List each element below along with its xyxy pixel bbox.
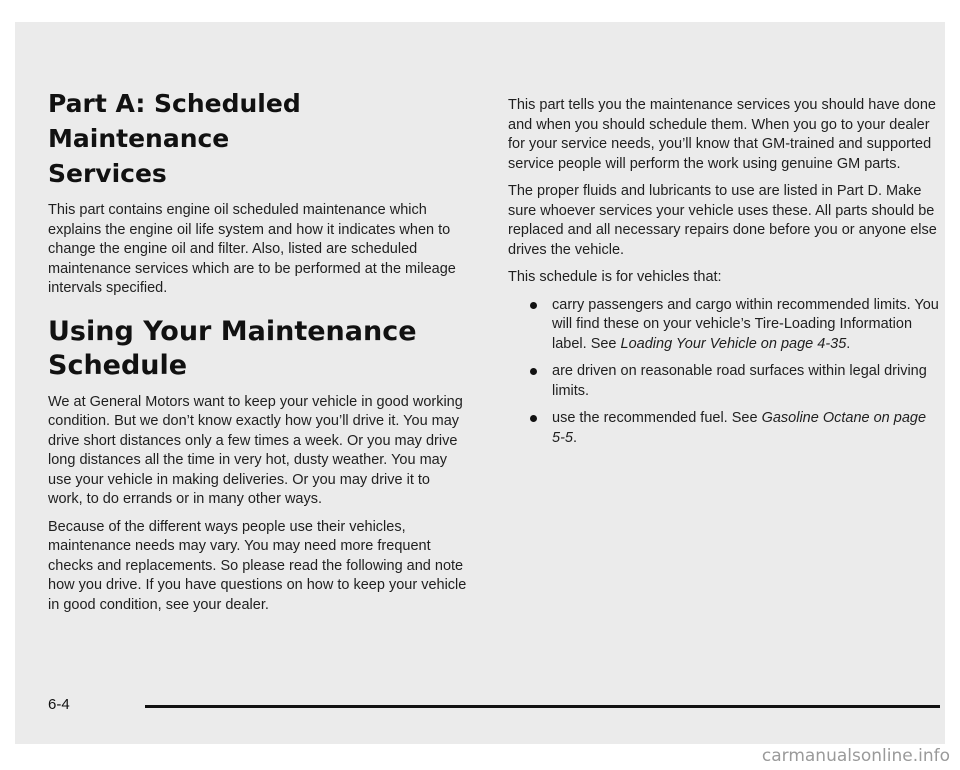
heading-line-1: Part A: Scheduled Maintenance bbox=[48, 89, 301, 153]
list-item bbox=[530, 296, 940, 355]
vehicle-conditions-list bbox=[508, 296, 940, 449]
bullet-icon bbox=[530, 415, 537, 422]
list-item bbox=[530, 409, 940, 448]
list-item-text: carry passengers and cargo within recommended limits. You will find these on your vehicle’s Tire-Loading Information label. See bbox=[552, 296, 939, 352]
bullet-icon bbox=[530, 302, 537, 309]
right-column bbox=[508, 96, 940, 456]
list-item-text: are driven on reasonable road surfaces within legal driving limits. bbox=[552, 363, 927, 399]
list-intro: This schedule is for vehicles that: bbox=[508, 269, 722, 285]
heading-line-2: Services bbox=[48, 159, 167, 188]
paragraph-maintenance-needs: Because of the different ways people use their vehicles, maintenance needs may vary. You may need more frequent checks and replacements. So please read the following and note how you drive. If you have questions on how to keep your vehicle in good condition, see your dealer. bbox=[48, 518, 467, 613]
list-item-tail: . bbox=[572, 429, 577, 446]
list-item bbox=[530, 362, 940, 401]
paragraph-fluids: The proper fluids and lubricants to use are listed in Part D. Make sure whoever services your vehicle uses these. All parts should be replaced and all necessary repairs done before you or anyone else drives the vehicle. bbox=[508, 183, 937, 258]
bullet-icon bbox=[530, 368, 537, 375]
paragraph-driving-conditions: We at General Motors want to keep your vehicle in good working condition. But we don’t know exactly how you’ll drive it. You may drive short distances only a few times a week. Or you may drive long distances all the time in very hot, dusty weather. You may use your vehicle in making deliveries. Or you may drive it to work, to do errands or in many other ways. bbox=[48, 393, 463, 507]
section-heading-using-schedule: Using Your Maintenance Schedule bbox=[48, 315, 417, 381]
paragraph-services: This part tells you the maintenance services you should have done and when you should schedule them. When you go to your dealer for your service needs, you’ll know that GM-trained and supported service people will perform the work using genuine GM parts. bbox=[508, 97, 936, 172]
section-heading-part-a bbox=[48, 86, 468, 191]
cross-reference-link[interactable]: Loading Your Vehicle on page 4-35 bbox=[620, 335, 847, 352]
footer-rule bbox=[145, 705, 940, 708]
list-item-tail: . bbox=[846, 335, 851, 352]
manual-page bbox=[15, 22, 945, 744]
left-column bbox=[48, 86, 468, 623]
watermark-text: carmanualsonline.info bbox=[761, 746, 950, 766]
list-item-text: use the recommended fuel. See bbox=[552, 410, 762, 426]
intro-paragraph: This part contains engine oil scheduled maintenance which explains the engine oil life system and how it indicates when to change the engine oil and filter. Also, listed are scheduled maintenance services which are to be performed at the mileage intervals specified. bbox=[48, 202, 456, 296]
page-number: 6-4 bbox=[48, 696, 70, 713]
cross-reference-link[interactable]: Gasoline Octane on page 5-5 bbox=[552, 410, 927, 446]
